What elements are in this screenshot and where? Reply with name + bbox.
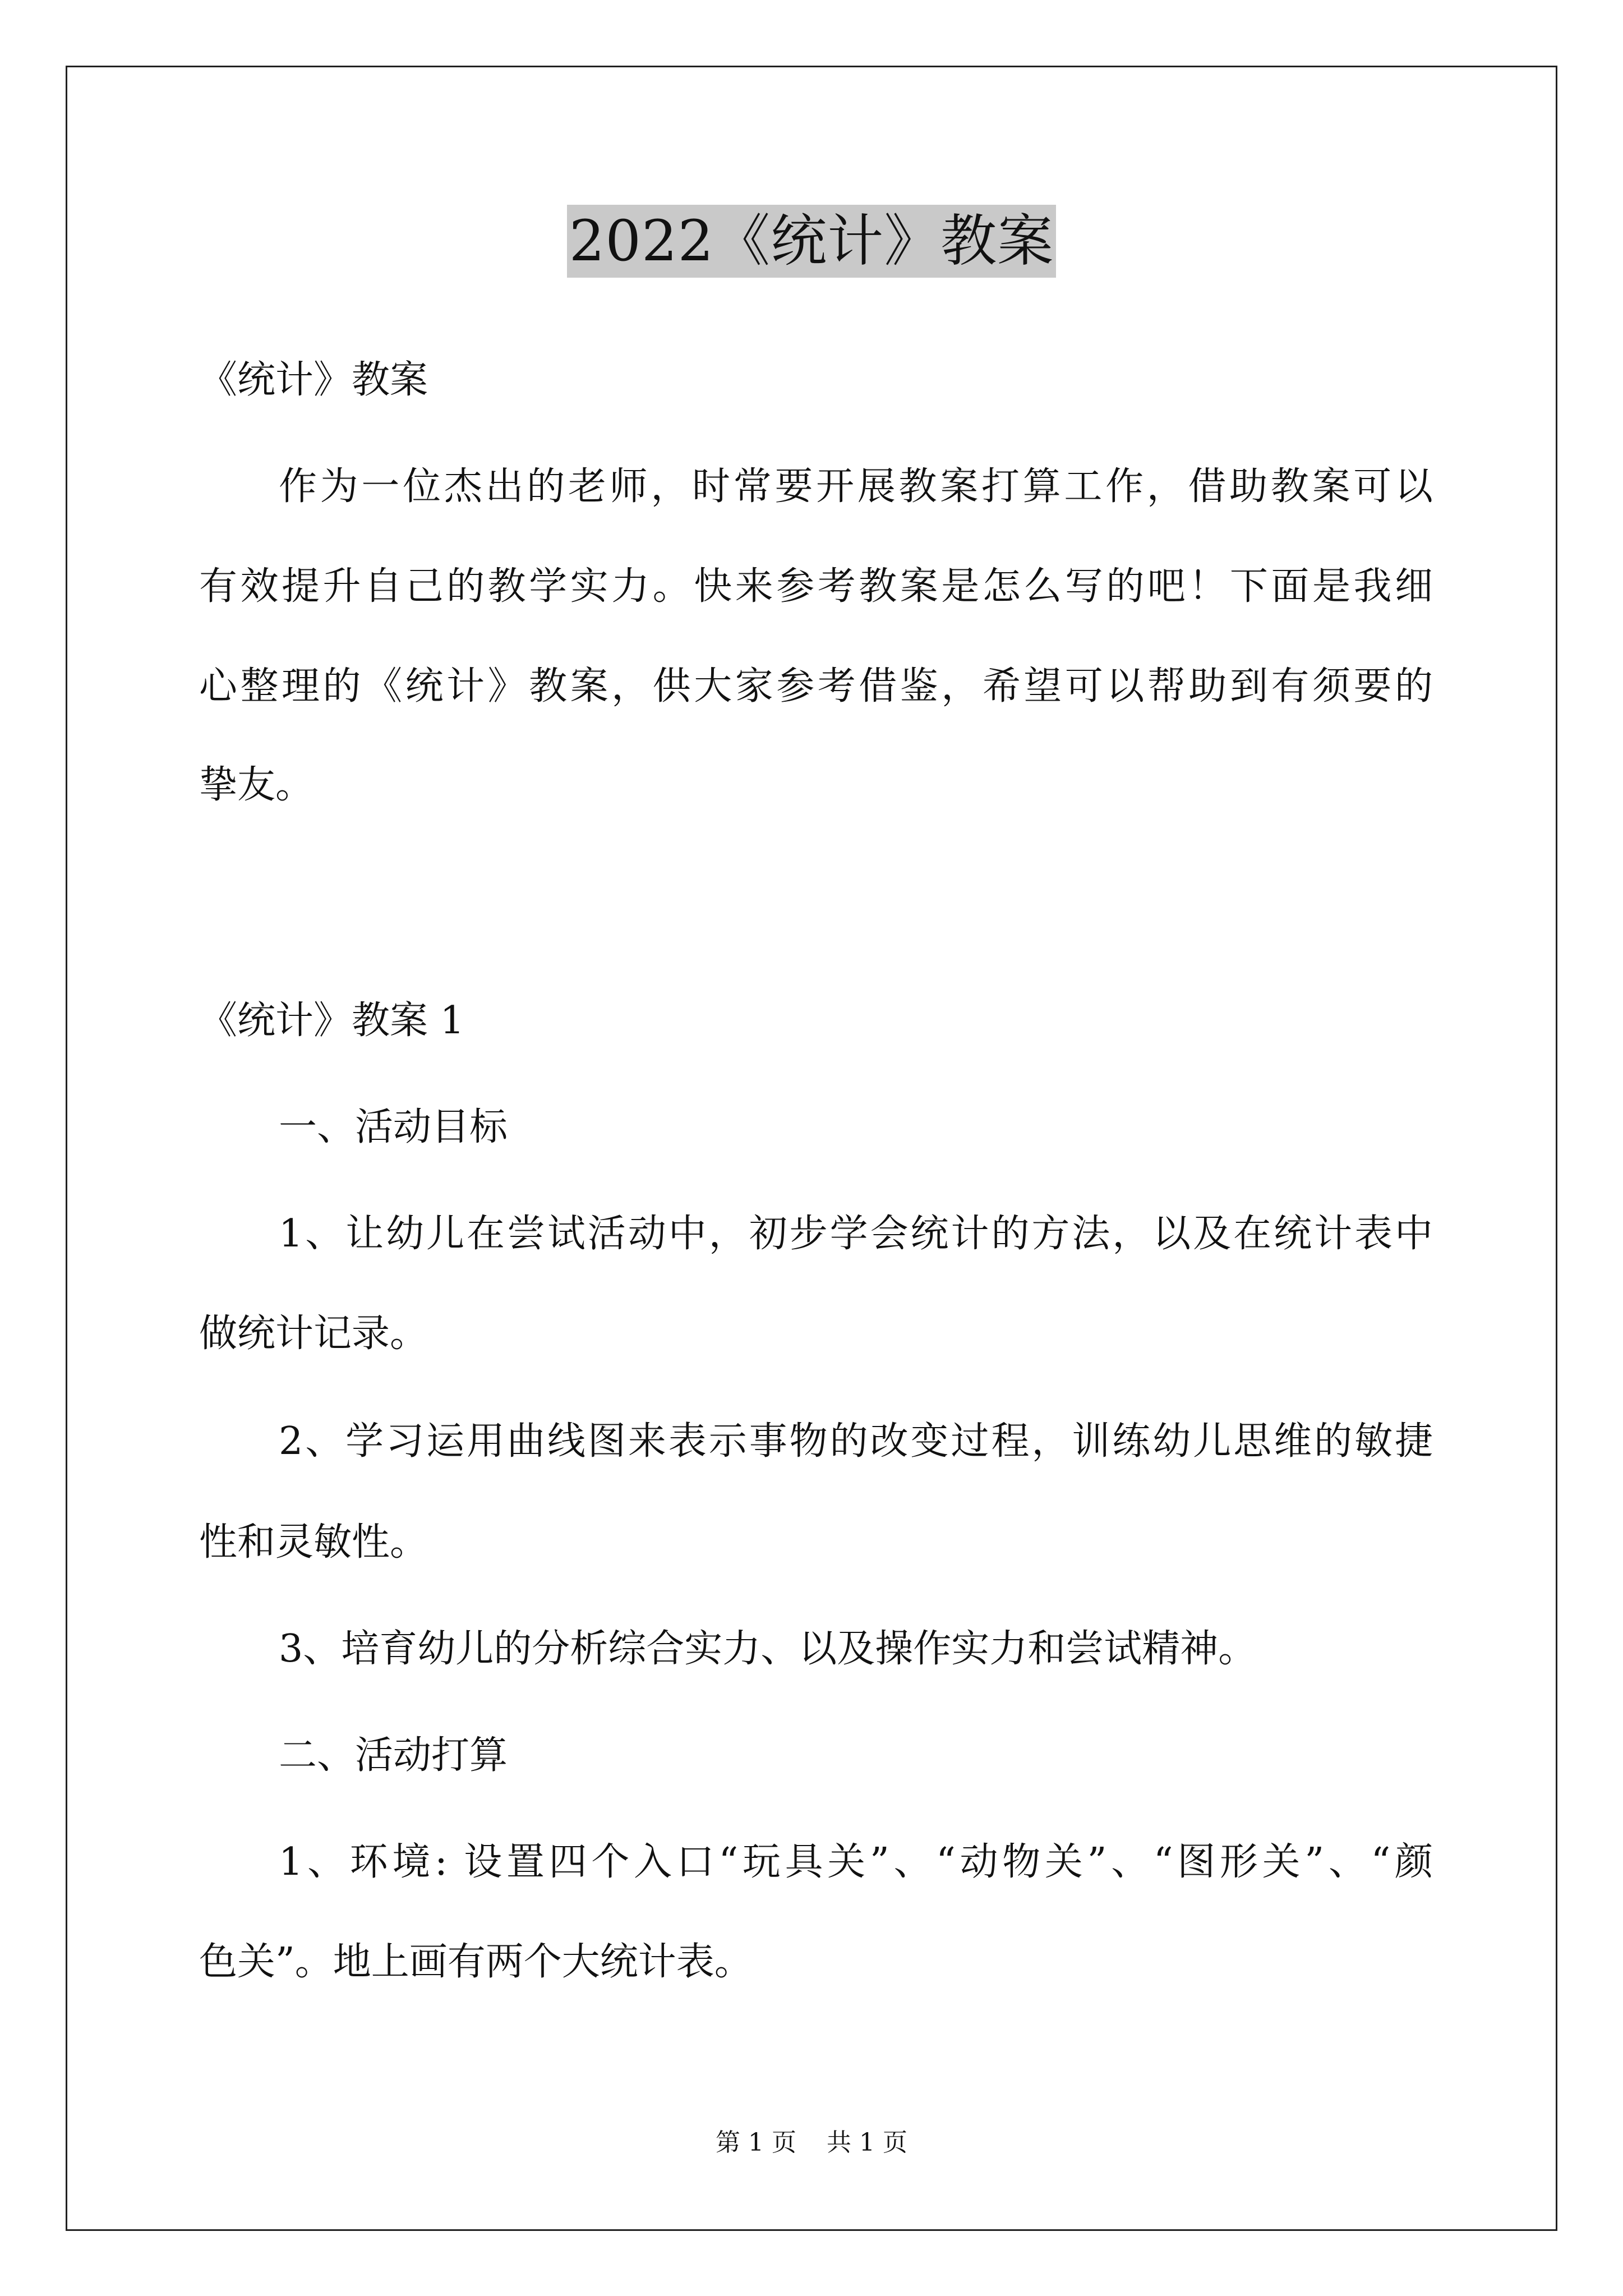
paragraph-line: 心整理的《统计》教案，供大家参考借鉴，希望可以帮助到有须要的 — [199, 664, 1433, 708]
paragraph-line: 1、环境: 设置四个入口“玩具关”、“动物关”、“图形关”、“颜 — [279, 1840, 1433, 1884]
paragraph-line: 性和灵敏性。 — [199, 1520, 428, 1565]
section-heading: 《统计》教案 1 — [199, 999, 464, 1043]
paragraph-line: 色关”。地上画有两个大统计表。 — [199, 1940, 753, 1984]
paragraph-line: 有效提升自己的教学实力。快来参考教案是怎么写的吧！下面是我细 — [199, 564, 1433, 609]
page-footer — [0, 2126, 1623, 2160]
page-number: 第 1 页 — [716, 2128, 796, 2157]
section-heading: 《统计》教案 — [199, 358, 428, 402]
paragraph-line: 3、培育幼儿的分析综合实力、以及操作实力和尝试精神。 — [279, 1627, 1257, 1671]
subsection-heading: 二、活动打算 — [279, 1733, 508, 1778]
paragraph-line: 作为一位杰出的老师，时常要开展教案打算工作，借助教案可以 — [279, 464, 1433, 509]
paragraph-line: 挚友。 — [199, 763, 314, 807]
paragraph-line: 做统计记录。 — [199, 1312, 428, 1356]
title-container — [0, 205, 1623, 278]
paragraph-line: 2、学习运用曲线图来表示事物的改变过程，训练幼儿思维的敏捷 — [279, 1419, 1433, 1464]
paragraph-line: 1、让幼儿在尝试活动中，初步学会统计的方法，以及在统计表中 — [279, 1212, 1433, 1256]
subsection-heading: 一、活动目标 — [279, 1105, 508, 1149]
page-total: 共 1 页 — [827, 2128, 907, 2157]
document-title: 2022《统计》教案 — [567, 205, 1057, 278]
